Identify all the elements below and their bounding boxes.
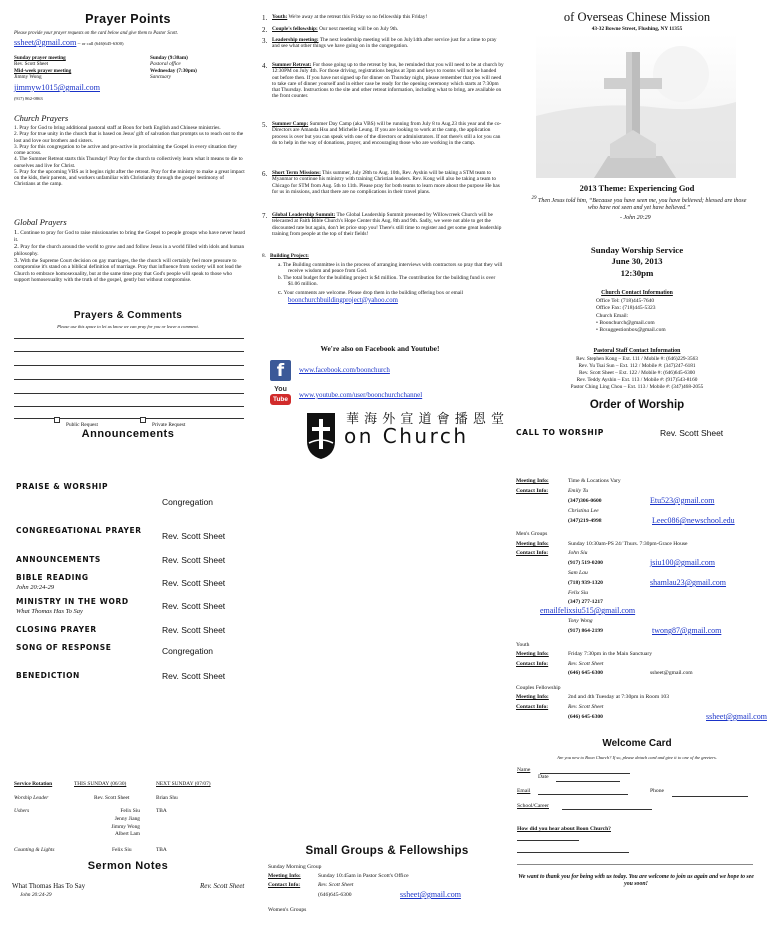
global-prayer-item bbox=[14, 257, 246, 283]
church-prayer-item: 4. The Summer Retreat starts this Thursday! Pray for the church to collectively learn what it means to die to ourselves and live for Christ. bbox=[14, 156, 243, 169]
date-label: Date bbox=[538, 774, 549, 780]
sunday-group-meeting: Sunday 10:45am in Pastor Scott's Office bbox=[318, 873, 409, 879]
cross-image bbox=[536, 34, 736, 178]
church-prayer-item: 3. Pray for this congregation to be active and pro-active in proclaiming the Gospel in every situation they come across. bbox=[14, 143, 237, 156]
public-request-checkbox[interactable] bbox=[54, 417, 60, 423]
worship-item-leader: Rev. Scott Sheet bbox=[162, 555, 226, 565]
womens-contact-name: Christina Lee bbox=[568, 508, 599, 514]
announcement-item bbox=[262, 212, 504, 237]
verse-number: 29 bbox=[531, 196, 537, 201]
church-prayer-item: 1. Pray for God to bring additional pastoral staff at Boon for both English and Chinese ministries. bbox=[14, 125, 221, 131]
prayer-email-suffix: -- or call (646)645-6300) bbox=[76, 41, 124, 46]
this-sunday-label: THIS SUNDAY (06/30) bbox=[74, 781, 127, 787]
youth-label: Youth bbox=[516, 642, 530, 648]
worship-item-leader: Rev. Scott Sheet bbox=[162, 601, 226, 611]
facebook-icon[interactable]: f bbox=[270, 360, 291, 381]
contact-info-label: Contact Info: bbox=[516, 704, 549, 710]
youtube-icon-you: You bbox=[274, 386, 287, 393]
date-input[interactable] bbox=[556, 781, 620, 782]
worship-item-leader: Rev. Scott Sheet bbox=[162, 531, 226, 541]
youth-meeting: Friday 7:30pm in the Main Sanctuary bbox=[568, 651, 653, 657]
sunday-group-name: Sunday Morning Group bbox=[268, 864, 322, 870]
worship-item-leader: Rev. Scott Sheet bbox=[162, 578, 226, 588]
worship-item-name: CLOSING PRAYER bbox=[16, 625, 97, 634]
midweek-email-link[interactable]: jimmyw1015@gmail.com bbox=[14, 83, 100, 92]
midweek-prayer-label: Mid-week prayer meeting bbox=[14, 68, 72, 74]
contact-info-label: Contact Info: bbox=[516, 488, 549, 494]
call-to-worship: CALL TO WORSHIP bbox=[516, 428, 604, 437]
comment-line[interactable] bbox=[14, 406, 244, 407]
announcement-text: We're away at the retreat this Friday so no fellowship this Friday! bbox=[287, 14, 428, 20]
church-email-label: Church Email: bbox=[596, 312, 629, 319]
pastor-contact: Rev. Scott Sheet – Ext. 122 / Mobile #: (646)645-6300 bbox=[578, 369, 696, 376]
prayers-comments-note: Please use this space to let us know we can pray for you or leave a comment. bbox=[57, 324, 199, 329]
announcement-text: Summer Day Camp (aka VBS) will be running from July 8 to Aug.23 this year and the co-Directors are Amanda Hsu and Michelle Leung. If you are looking to work at the camp, the application process is over but you can speak with one of the directors or administrators. If not there's still a lot you can do to help in the way of donations, prayer, and encouraging those who are working in the camp. bbox=[272, 121, 502, 146]
worship-item-name: MINISTRY IN THE WORD bbox=[16, 597, 129, 606]
prayers-comments-title: Prayers & Comments bbox=[73, 310, 183, 321]
meeting-info-label: Meeting Info: bbox=[516, 694, 549, 700]
church-prayer-item: 2. Pray for true unity in the church that is based on Jesus' gift of salvation that prompts us to reach out to the lost and love our brothers and sisters. bbox=[14, 131, 244, 144]
couples-label: Couples Fellowship bbox=[516, 685, 561, 691]
midweek-prayer-leader: Jimmy Wong bbox=[14, 74, 42, 80]
logo-chinese: 華 海 外 宣 道 會 播 恩 堂 bbox=[346, 412, 505, 427]
mens-contact-name: John Siu bbox=[568, 550, 588, 556]
announcement-num: 1. bbox=[262, 14, 268, 22]
building-item: a. The Building committee is in the process of arranging interviews with contractors so pray that they will receive wisdom and peace from God. bbox=[278, 262, 503, 275]
announcement-item bbox=[262, 121, 504, 146]
announcement-label: Global Leadership Summit: bbox=[272, 212, 336, 218]
announcement-label: Youth: bbox=[272, 14, 288, 20]
mens-contact-email[interactable]: jsiu100@gmail.com bbox=[650, 558, 715, 567]
womens-groups-label: Women's Groups bbox=[268, 907, 307, 913]
private-request-checkbox[interactable] bbox=[140, 417, 146, 423]
comment-line[interactable] bbox=[14, 418, 244, 419]
mens-groups-label: Men's Groups bbox=[516, 531, 548, 537]
sermon-topic: What Thomas Has To Say bbox=[12, 882, 86, 890]
how-heard-input[interactable] bbox=[517, 840, 579, 841]
announcement-text: For those going up to the retreat by bus, be reminded that you will need to be at church by 12:30PM on July 4th. For those driving, registrations begins at 3pm and keys to rooms will not be handed out before then. If you have not signed up for dinner on Thursday night, please remember that you will need to take care of dinner yourself and in either case be ready for the opening ceremony which starts at 7:30pm that Thursday. Instructions to the site and other retreat information, including what to bring, are available on the front counter. bbox=[272, 62, 504, 100]
theme-title: 2013 Theme: Experiencing God bbox=[579, 183, 695, 193]
comment-line[interactable] bbox=[14, 365, 244, 366]
announcement-item bbox=[262, 26, 504, 32]
usher-name: Jimmy Wong bbox=[111, 823, 140, 830]
pastor-contact: Pastor Ching Ling Chou – Ext. 113 / Mobile #: (347)468-2055 bbox=[570, 383, 704, 390]
worship-item-name: PRAISE & WORSHIP bbox=[16, 482, 109, 491]
private-request-label: Private Request bbox=[152, 422, 186, 428]
prayer-email-link[interactable]: ssheet@gmail.com bbox=[14, 38, 77, 47]
announcement-num: 3. bbox=[262, 37, 268, 45]
sunday-prayer-leader: Rev. Scott Sheet bbox=[14, 61, 49, 67]
how-heard-input[interactable] bbox=[517, 852, 629, 853]
office-fax: Office Fax: (718)445-5323 bbox=[596, 305, 656, 312]
facebook-link[interactable]: www.facebook.com/boonchurch bbox=[299, 366, 390, 374]
comment-line[interactable] bbox=[14, 351, 244, 352]
contact-info-label: Contact Info: bbox=[516, 661, 549, 667]
church-prayers-heading: Church Prayers bbox=[14, 113, 69, 123]
sunday-group-phone: (646)645-6300 bbox=[318, 892, 352, 898]
church-contact-heading: Church Contact Information bbox=[601, 290, 673, 296]
ushers-label: Ushers bbox=[14, 808, 30, 814]
worship-item-name: BENEDICTION bbox=[16, 671, 80, 680]
worship-leader-label: Worship Leader bbox=[14, 795, 49, 801]
meeting-info-label: Meeting Info: bbox=[516, 541, 549, 547]
logo-english: on Church bbox=[344, 424, 469, 448]
sunday-group-email[interactable]: ssheet@gmail.com bbox=[400, 890, 461, 899]
announcement-num: 8. bbox=[262, 253, 266, 259]
global-prayer-num: 1. bbox=[14, 229, 19, 236]
announcement-text: The Global Leadership Summit presented by Willowcreek Church will be telecasted at Faith Bible Church's Hope Center this Aug. 8th and 9th. Sadly, we were not able to get the discounted rate but again, don't let price stop you! There's still time to register and get some great leadership training from people at the top of their fields! bbox=[272, 212, 502, 237]
couples-contact-email[interactable]: ssheet@gmail.com bbox=[706, 712, 767, 721]
sunday-group-contact: Rev. Scott Sheet bbox=[318, 882, 354, 888]
comment-line[interactable] bbox=[14, 379, 244, 380]
worship-item-sub: What Thomas Has To Say bbox=[16, 608, 83, 615]
church-email-2[interactable]: • Bcsuggestionbox@gmail.com bbox=[596, 327, 666, 334]
mens-contact-email[interactable]: shamlau23@gmail.com bbox=[650, 578, 727, 587]
order-of-worship-title: Order of Worship bbox=[589, 399, 685, 411]
announcement-label: Leadership meeting: bbox=[272, 37, 319, 43]
pastor-contact: Rev. Yu Tsai Sun – Ext. 112 / Mobile #: (347)247-6181 bbox=[578, 362, 696, 369]
global-prayers-heading: Global Prayers bbox=[14, 217, 67, 227]
ushers-this bbox=[80, 808, 140, 839]
office-tel: Office Tel: (718)445-7640 bbox=[596, 298, 655, 304]
worship-item-name: CONGREGATIONAL PRAYER bbox=[16, 526, 142, 535]
usher-name: Felix Siu bbox=[120, 808, 140, 814]
counting-next: TBA bbox=[156, 847, 167, 853]
service-title: Sunday Worship Service bbox=[590, 245, 684, 255]
youth-contact-name: Rev. Scott Sheet bbox=[568, 661, 604, 667]
comment-line[interactable] bbox=[14, 393, 244, 394]
social-heading: We're also on Facebook and Youtube! bbox=[320, 344, 440, 353]
announcement-num: 6. bbox=[262, 170, 268, 178]
announcement-item bbox=[262, 253, 504, 259]
announcement-item bbox=[262, 37, 504, 50]
sunday-prayer-time: Sunday (9:30am) bbox=[150, 55, 188, 61]
usher-name: Albert Lam bbox=[115, 831, 140, 838]
church-email-1[interactable]: • Boonchurch@gmail.com bbox=[596, 319, 655, 326]
service-time: 12:30pm bbox=[620, 267, 654, 278]
announcement-item bbox=[262, 62, 504, 100]
youtube-link[interactable]: www.youtube.com/user/boonchurchchannel bbox=[299, 391, 423, 399]
womens-meeting: Time & Locations Vary bbox=[568, 478, 621, 484]
public-request-label: Public Request bbox=[66, 422, 98, 428]
worship-item-sub: John 20:24-29 bbox=[16, 584, 55, 591]
building-list bbox=[278, 262, 504, 305]
card-divider bbox=[517, 864, 753, 865]
couples-contact-phone: (646) 645-6300 bbox=[568, 714, 603, 720]
youtube-icon[interactable] bbox=[270, 385, 291, 409]
pastor-contact: Rev. Stephen Kong – Ext. 111 / Mobile #: (646)229-3563 bbox=[576, 356, 698, 362]
church-contact-info bbox=[596, 298, 666, 335]
building-item: b. The total budget for the building project is $4 million. The contribution for the building fund is over $1.06 million. bbox=[278, 274, 496, 287]
pastoral-staff-list bbox=[516, 356, 758, 390]
pastoral-staff-heading: Pastoral Staff Contact Information bbox=[593, 348, 681, 354]
mens-meeting: Sunday 10:30am-PS 24/ Thurs. 7:30pm-Grace House bbox=[568, 541, 688, 547]
contact-info-label: Contact Info: bbox=[268, 882, 301, 888]
youtube-icon-tube: Tube bbox=[270, 394, 291, 405]
couples-meeting: 2nd and 4th Tuesday at 7:30pm in Room 103 bbox=[568, 694, 670, 700]
mens-contact-email[interactable]: emailfelixsiu515@gmail.com bbox=[540, 606, 636, 615]
worship-item-name: SONG OF RESPONSE bbox=[16, 643, 112, 652]
building-item bbox=[278, 289, 504, 305]
announcement-label: Building Project: bbox=[270, 253, 309, 259]
announcement-label: Summer Camp: bbox=[272, 121, 309, 127]
womens-contact-name: Emily Tu bbox=[568, 488, 589, 494]
worship-item-name: ANNOUNCEMENTS bbox=[16, 555, 101, 564]
meeting-info-label: Meeting Info: bbox=[516, 651, 549, 657]
counting-label: Counting & Lights bbox=[14, 847, 55, 853]
worship-item-leader: Rev. Scott Sheet bbox=[162, 625, 226, 635]
counting-this: Felix Siu bbox=[112, 847, 132, 853]
building-email-link[interactable]: boonchurchbuildingproject@yahoo.com bbox=[288, 296, 398, 304]
church-address: 43-32 Bowne Street, Flushing, NY 11355 bbox=[591, 26, 683, 32]
prayer-points-title: Prayer Points bbox=[85, 12, 171, 26]
womens-contact-phone: (347)306-0600 bbox=[568, 498, 602, 504]
sermon-notes-title: Sermon Notes bbox=[87, 860, 169, 872]
global-prayer-text: Pray for the church around the world to grow and and follow Jesus in a world filled with idols and human philosophy. bbox=[14, 243, 245, 257]
sermon-reference: John 20:24-29 bbox=[20, 892, 52, 898]
worship-item-leader: Congregation bbox=[162, 497, 214, 507]
midweek-prayer-time: Wednesday (7:30pm) bbox=[150, 68, 197, 74]
contact-info-label: Contact Info: bbox=[516, 550, 549, 556]
ushers-next: TBA bbox=[156, 808, 167, 814]
usher-name: Jenny Jiang bbox=[114, 815, 140, 822]
announcement-num: 5. bbox=[262, 121, 268, 129]
school-label: School/Career bbox=[517, 803, 549, 809]
church-prayer-item: 5. Pray for the upcoming VBS as it begins right after the retreat. Pray for the ministry to make a great impact on the kids, their parents, and workers unfamiliar with Christianity through the gospel testimony of Christians at the camp. bbox=[14, 168, 245, 188]
mens-contact-name: Tony Wong bbox=[568, 618, 593, 624]
announcement-item bbox=[262, 14, 504, 20]
announcement-label: Couple's fellowship: bbox=[272, 26, 318, 32]
midweek-prayer-location: Sanctuary bbox=[150, 74, 172, 80]
announcement-num: 2. bbox=[262, 26, 268, 34]
church-email-2-text: Bcsuggestionbox@gmail.com bbox=[599, 327, 666, 334]
womens-contact-phone: (347)219-4998 bbox=[568, 518, 602, 524]
global-prayer-item bbox=[14, 229, 246, 243]
womens-contact-email[interactable]: Etu523@gmail.com bbox=[650, 496, 715, 505]
service-date: June 30, 2013 bbox=[611, 256, 663, 267]
global-prayer-num: 2. bbox=[14, 242, 19, 250]
school-input[interactable] bbox=[562, 809, 652, 810]
small-groups-title: Small Groups & Fellowships bbox=[305, 845, 469, 857]
email-input[interactable] bbox=[538, 794, 628, 795]
midweek-phone: (917) 862-0863 bbox=[14, 96, 43, 101]
church-title: of Overseas Chinese Mission bbox=[563, 10, 711, 24]
building-item-letter: c. bbox=[278, 289, 283, 296]
service-rotation-label: Service Rotation bbox=[14, 781, 53, 787]
announcement-num: 7. bbox=[262, 212, 268, 220]
phone-label: Phone bbox=[650, 788, 664, 794]
how-heard-label: How did you hear about Boon Church? bbox=[517, 826, 611, 832]
email-label: Email bbox=[517, 788, 531, 794]
worship-item-leader: Congregation bbox=[162, 646, 214, 656]
mens-contact-name: Sam Lau bbox=[568, 570, 588, 576]
global-prayer-num: 3. bbox=[14, 256, 19, 264]
comment-line[interactable] bbox=[14, 338, 244, 339]
announcement-text: This summer, July 28th to Aug. 10th, Rev. Ayshin will be taking a STM team to Myanmar to continue his ministry with training Christian leaders. Rev. Kong will also be taking a team to Chicago for STM from Aug. 5th to 11th. Please pray for both teams to learn more about the purpose He has for us in missions, and that there are no complications in their travel plans. bbox=[272, 170, 500, 195]
sunday-prayer-location: Pastoral office bbox=[150, 61, 181, 67]
meeting-info-label: Meeting Info: bbox=[516, 478, 549, 484]
phone-input[interactable] bbox=[672, 796, 748, 797]
call-to-worship-leader: Rev. Scott Sheet bbox=[660, 428, 724, 438]
sunday-prayer-label: Sunday prayer meeting bbox=[14, 55, 66, 61]
verse-text: Then Jesus told him, “Because you have seen me, you have believed; blessed are those who have not seen and yet have believed.” bbox=[536, 198, 747, 212]
womens-contact-email[interactable]: Leec086@newschool.edu bbox=[652, 516, 735, 525]
building-item-text: Your comments are welcome. Please drop them in the building offering box or email bbox=[282, 290, 464, 296]
name-label: Name bbox=[517, 767, 531, 773]
theme-verse bbox=[526, 196, 752, 212]
church-logo-icon bbox=[305, 413, 337, 459]
announcement-label: Short Term Missions: bbox=[272, 170, 321, 176]
prayer-intro: Please provide your prayer requests on the card below and give them to Pastor Scott. bbox=[14, 31, 178, 36]
welcome-card-note: Are you new to Boon Church? If so, please detach card and give it to one of the greeters. bbox=[557, 755, 717, 760]
welcome-card-title: Welcome Card bbox=[602, 738, 672, 749]
church-email-1-text: Boonchurch@gmail.com bbox=[599, 319, 655, 326]
mens-contact-phone: (347) 277-1217 bbox=[568, 599, 603, 605]
announcement-item bbox=[262, 170, 504, 195]
mens-contact-phone: (917) 864-2199 bbox=[568, 628, 603, 634]
announcement-text: The next leadership meeting will be on July14th after service just for a time to pray and see what other things we have going on in the congregation. bbox=[272, 37, 497, 50]
announcement-label: Summer Retreat: bbox=[272, 62, 312, 68]
worship-item-leader: Rev. Scott Sheet bbox=[162, 671, 226, 681]
worship-item-name: BIBLE READING bbox=[16, 573, 89, 582]
prayer-contact bbox=[14, 38, 124, 48]
mens-contact-email[interactable]: twong87@gmail.com bbox=[652, 626, 722, 635]
announcement-num: 4. bbox=[262, 62, 268, 70]
meeting-info-label: Meeting Info: bbox=[268, 873, 301, 879]
name-input[interactable] bbox=[540, 773, 630, 774]
mens-contact-name: Felix Siu bbox=[568, 590, 589, 596]
global-prayer-text: With the Supreme Court decision on gay marriages, the the church will certainly feel more pressure to compromise it's stand on a biblical definition of marriage. Pray that influence from society will not lead the Church to embrace homosexuality, but at the same time pray that God's people will speak to those who support homosexuality with the truth of the gospel, gently but without compromise. bbox=[14, 257, 242, 283]
service-info bbox=[516, 245, 758, 279]
church-prayers-list bbox=[14, 125, 246, 188]
sermon-speaker: Rev. Scott Sheet bbox=[200, 882, 245, 890]
worship-leader-this: Rev. Scott Sheet bbox=[94, 795, 130, 801]
youth-contact-email[interactable]: ssheet@gmail.com bbox=[650, 670, 693, 676]
next-sunday-label: NEXT SUNDAY (07/07) bbox=[156, 781, 211, 787]
global-prayer-item bbox=[14, 243, 246, 257]
global-prayers-list bbox=[14, 229, 246, 283]
announcements-title: Announcements bbox=[81, 428, 175, 440]
couples-contact-name: Rev. Scott Sheet bbox=[568, 704, 604, 710]
global-prayer-text: Continue to pray for God to raise missionaries to bring the Gospel to people groups who have never heard it. bbox=[14, 230, 245, 243]
pastor-contact: Rev. Teddy Ayshin – Ext. 113 / Mobile #: (917)543-8160 bbox=[576, 376, 698, 383]
mens-contact-phone: (718) 939-1320 bbox=[568, 580, 603, 586]
mens-contact-phone: (917) 519-0200 bbox=[568, 560, 603, 566]
youth-contact-phone: (646) 645-6300 bbox=[568, 670, 603, 676]
theme-reference: - John 20:29 bbox=[620, 215, 651, 221]
worship-leader-next: Brian Shu bbox=[156, 795, 178, 801]
welcome-thanks: We want to thank you for being with us today. You are welcome to join us again and we hope to see you soon! bbox=[518, 874, 754, 888]
announcement-text: Our next meeting will be on July 9th. bbox=[317, 26, 399, 32]
